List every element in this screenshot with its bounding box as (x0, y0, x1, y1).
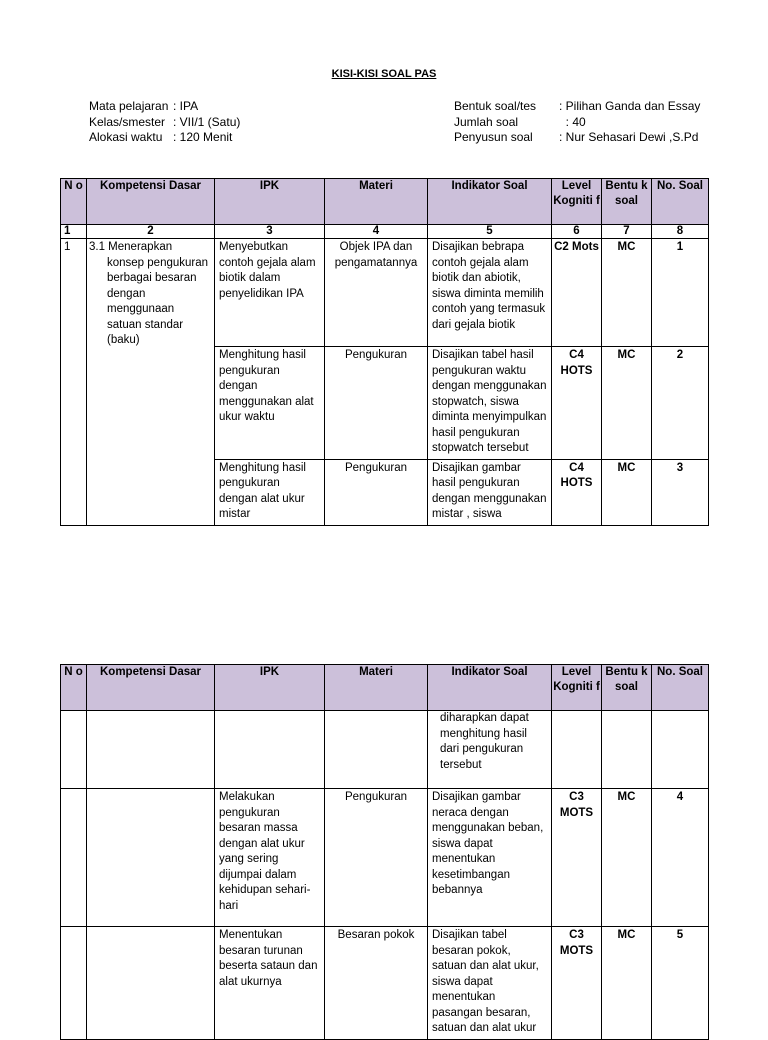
empty-cell (552, 711, 602, 789)
indikator-cell: Disajikan gambar neraca dengan menggunakan beban, siswa dapat menentukan kesetimbangan bebannya (428, 789, 552, 927)
meta-row-subject (89, 99, 240, 115)
header-materi: Materi (325, 179, 428, 225)
meta-row-time (89, 130, 240, 146)
header-ipk: IPK (215, 665, 325, 711)
ipk-cell: Menghitung hasil pengukuran dengan menggunakan alat ukur waktu (215, 347, 325, 460)
bentuk-cell: MC (602, 239, 652, 347)
kisi-table-page-2 (60, 664, 709, 1040)
meta-label: Penyusun soal (454, 130, 533, 144)
empty-cell (652, 711, 709, 789)
meta-value: : Pilihan Ganda dan Essay (559, 99, 701, 113)
nomor-cell: 4 (652, 789, 709, 927)
header-level-kognitif: Level Kogniti f (552, 665, 602, 711)
table-row (61, 789, 709, 927)
nomor-cell: 1 (652, 239, 709, 347)
meta-value: : 40 (559, 114, 586, 129)
indikator-cell: Disajikan gambar hasil pengukuran dengan menggunakan mistar , siswa (428, 459, 552, 525)
materi-cell: Objek IPA dan pengamatannya (325, 239, 428, 347)
meta-row-form (454, 99, 700, 115)
col-number: 7 (602, 225, 652, 239)
level-cell: C3 MOTS (552, 927, 602, 1040)
empty-cell (61, 789, 87, 927)
indikator-cell: Disajikan tabel besaran pokok, satuan dan alat ukur, siswa dapat menentukan pasangan besaran, satuan dan alat ukur (428, 927, 552, 1040)
materi-cell: Pengukuran (325, 459, 428, 525)
meta-label: Alokasi waktu (89, 130, 163, 144)
meta-label: Jumlah soal (454, 114, 519, 129)
bentuk-cell: MC (602, 789, 652, 927)
empty-cell (325, 711, 428, 789)
row-no: 1 (61, 239, 87, 526)
empty-cell (215, 711, 325, 789)
empty-cell (87, 711, 215, 789)
header-bentuk-soal: Bentu k soal (602, 665, 652, 711)
indikator-cell: Disajikan bebrapa contoh gejala alam biotik dan abiotik, siswa diminta memilih contoh yang termasuk dari gejala biotik (428, 239, 552, 347)
ipk-cell: Melakukan pengukuran besaran massa dengan alat ukur yang sering dijumpai dalam kehidupan sehari-hari (215, 789, 325, 927)
meta-label: Bentuk soal/tes (454, 99, 537, 113)
header-materi: Materi (325, 665, 428, 711)
meta-right (454, 99, 700, 146)
level-cell: C3 MOTS (552, 789, 602, 927)
meta-left (89, 99, 240, 146)
ipk-cell: Menyebutkan contoh gejala alam biotik dalam penyelidikan IPA (215, 239, 325, 347)
materi-cell: Pengukuran (325, 789, 428, 927)
bentuk-cell: MC (602, 927, 652, 1040)
table-row (61, 239, 709, 347)
empty-cell (87, 927, 215, 1040)
header-no-soal: No. Soal (652, 179, 709, 225)
indikator-cell: Disajikan tabel hasil pengukuran waktu dengan menggunakan stopwatch, siswa diminta menyimpulkan hasil pengukuran stopwatch tersebut (428, 347, 552, 460)
meta-label: Kelas/smester (89, 114, 166, 129)
header-bentuk-soal: Bentu k soal (602, 179, 652, 225)
meta-value: : 120 Menit (173, 130, 233, 144)
empty-cell (61, 711, 87, 789)
meta-row-class (89, 115, 240, 131)
document-title: KISI-KISI SOAL PAS (331, 68, 437, 80)
nomor-cell: 5 (652, 927, 709, 1040)
ipk-cell: Menentukan besaran turunan beserta sataun dan alat ukurnya (215, 927, 325, 1040)
table-row (61, 927, 709, 1040)
empty-cell (87, 789, 215, 927)
column-number-row (61, 225, 709, 239)
nomor-cell: 2 (652, 347, 709, 460)
header-kompetensi-dasar: Kompetensi Dasar (87, 179, 215, 225)
header-indikator-soal: Indikator Soal (428, 179, 552, 225)
header-no-soal: No. Soal (652, 665, 709, 711)
level-cell: C4 HOTS (552, 459, 602, 525)
meta-value: : IPA (173, 99, 199, 113)
meta-value: : Nur Sehasari Dewi ,S.Pd (559, 130, 699, 144)
level-cell: C2 Mots (552, 239, 602, 347)
table-row-continuation (61, 711, 709, 789)
level-cell: C4 HOTS (552, 347, 602, 460)
ipk-cell: Menghitung hasil pengukuran dengan alat ukur mistar (215, 459, 325, 525)
bentuk-cell: MC (602, 459, 652, 525)
materi-cell: Besaran pokok (325, 927, 428, 1040)
materi-cell: Pengukuran (325, 347, 428, 460)
col-number: 1 (61, 225, 87, 239)
header-level-kognitif: Level Kogniti f (552, 179, 602, 225)
header-ipk: IPK (215, 179, 325, 225)
header-no: N o (61, 179, 87, 225)
col-number: 5 (428, 225, 552, 239)
meta-row-count (454, 115, 700, 131)
col-number: 3 (215, 225, 325, 239)
bentuk-cell: MC (602, 347, 652, 460)
nomor-cell: 3 (652, 459, 709, 525)
kompetensi-dasar-cell: 3.1 Menerapkan konsep pengukuran berbagai besaran dengan menggunaan satuan standar (baku) (87, 239, 215, 526)
table-header-row (61, 179, 709, 225)
empty-cell (602, 711, 652, 789)
indikator-continuation-cell: diharapkan dapat menghitung hasil dari pengukuran tersebut (428, 711, 552, 789)
table-header-row (61, 665, 709, 711)
empty-cell (61, 927, 87, 1040)
col-number: 2 (87, 225, 215, 239)
meta-row-author (454, 130, 700, 146)
header-indikator-soal: Indikator Soal (428, 665, 552, 711)
header-no: N o (61, 665, 87, 711)
col-number: 8 (652, 225, 709, 239)
col-number: 4 (325, 225, 428, 239)
meta-value: : VII/1 (Satu) (173, 114, 241, 129)
meta-label: Mata pelajaran (89, 99, 169, 113)
col-number: 6 (552, 225, 602, 239)
header-kompetensi-dasar: Kompetensi Dasar (87, 665, 215, 711)
kisi-table-page-1 (60, 178, 709, 526)
